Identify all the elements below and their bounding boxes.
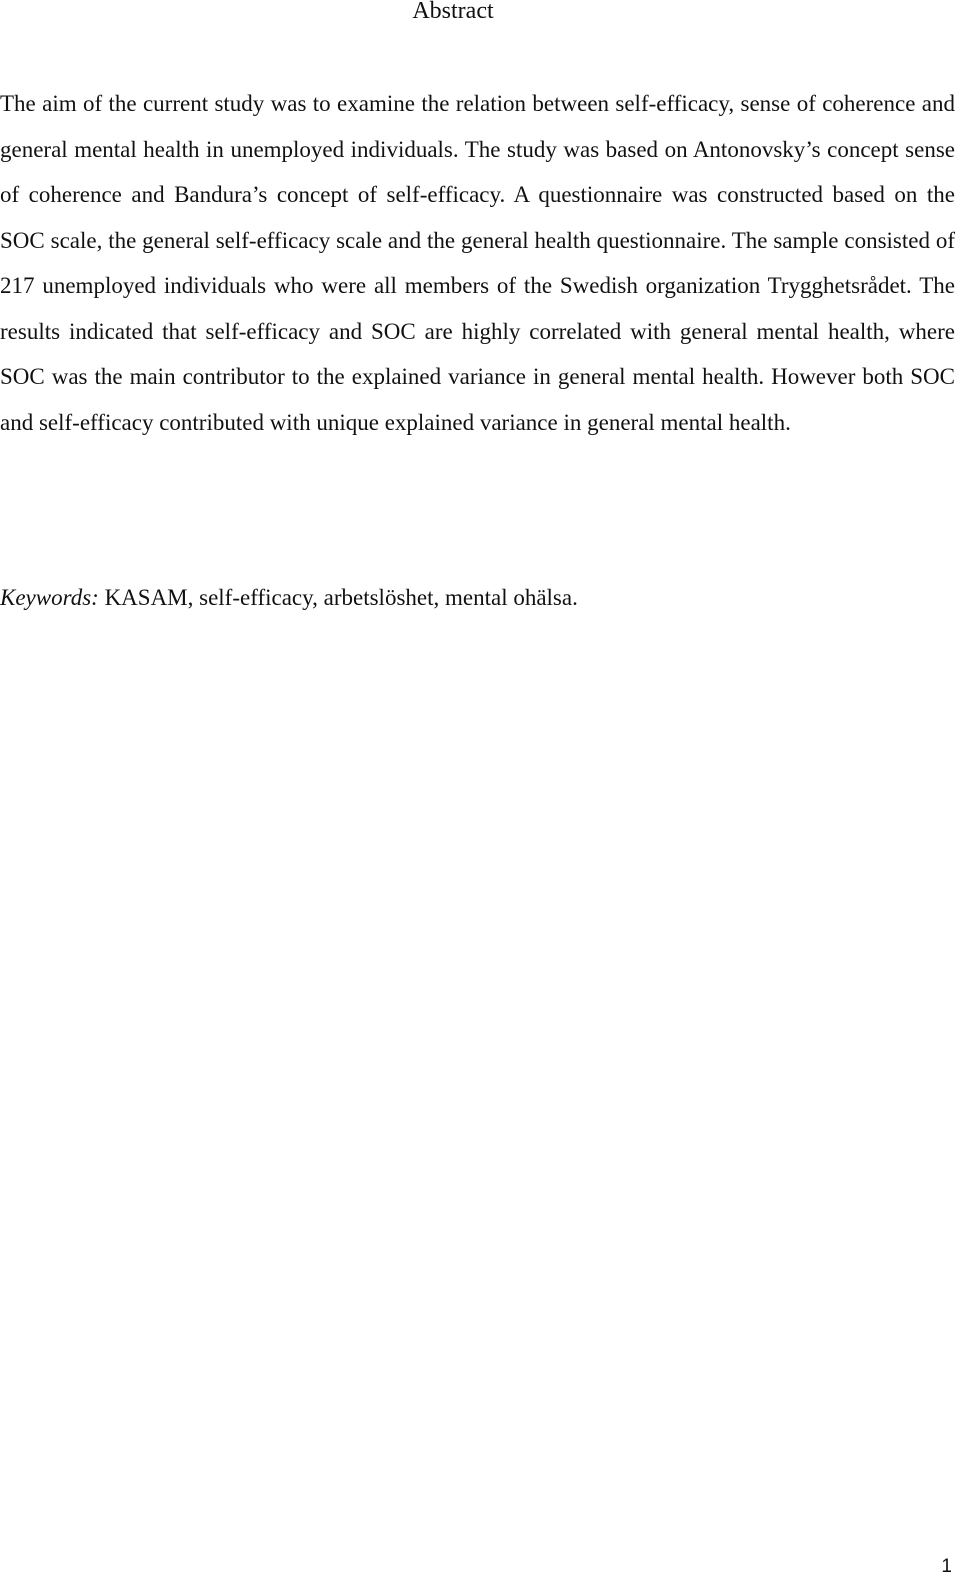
keywords-line: [0, 581, 940, 615]
page-number: 1: [941, 1556, 952, 1577]
keywords-label: Keywords:: [0, 585, 99, 610]
abstract-paragraph: The aim of the current study was to examine the relation between self-efficacy, sense of coherence and general mental health in unemployed individuals. The study was based on Antonovsky’s concept sense of coherence and Bandura’s concept of self-efficacy. A questionnaire was constructed based on the SOC scale, the general self-efficacy scale and the general health questionnaire. The sample consisted of 217 unemployed individuals who were all members of the Swedish organization Trygghetsrådet. The results indicated that self-efficacy and SOC are highly correlated with general mental health, where SOC was the main contributor to the explained variance in general mental health. However both SOC and self-efficacy contributed with unique explained variance in general mental health.: [0, 91, 955, 435]
keywords-list: KASAM, self-efficacy, arbetslöshet, mental ohälsa.: [104, 585, 578, 610]
abstract-heading: Abstract: [412, 0, 494, 24]
